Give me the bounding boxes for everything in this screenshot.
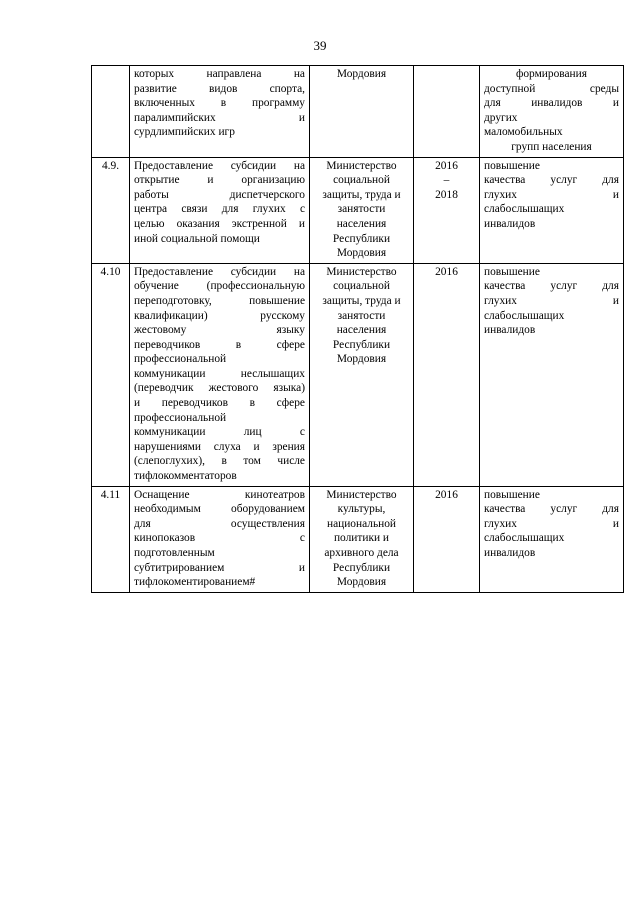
table-row — [92, 157, 624, 263]
cell-line: социальной — [333, 174, 390, 187]
cell-line: других — [484, 111, 518, 124]
cell-line: качества услуг для — [484, 280, 619, 293]
responsible-executor — [310, 263, 414, 486]
cell-line: защиты, труда и — [322, 188, 401, 201]
cell-line: центра связи для глухих с — [134, 203, 305, 216]
cell-line: Министерство — [326, 159, 397, 172]
cell-line: коммуникации неслышащих — [134, 367, 305, 380]
item-number — [92, 66, 130, 158]
expected-result — [480, 66, 624, 158]
cell-line: Республики — [332, 232, 391, 245]
table-row — [92, 66, 624, 158]
cell-line: Предоставление субсидии на — [134, 265, 305, 278]
measure-description — [130, 486, 310, 592]
cell-line: профессиональной — [134, 353, 227, 366]
cell-line: инвалидов — [484, 547, 536, 559]
cell-line: обучение (профессиональную — [134, 280, 305, 293]
cell-line: защиты, труда и — [322, 294, 401, 307]
cell-line: открытие и организацию — [134, 174, 305, 187]
cell-line: политики и — [333, 532, 390, 545]
item-number: 4.11 — [92, 486, 130, 592]
table-row — [92, 263, 624, 486]
cell-line: для инвалидов и — [484, 97, 619, 110]
cell-line: глухих и — [484, 294, 619, 307]
item-number: 4.9. — [92, 157, 130, 263]
cell-line: Мордовия — [336, 353, 387, 366]
cell-line: иной социальной помощи — [134, 232, 260, 245]
item-number: 4.10 — [92, 263, 130, 486]
cell-line: слабослышащих — [484, 532, 565, 545]
expected-result — [480, 486, 624, 592]
cell-line: Мордовия — [336, 247, 387, 260]
cell-line: жестовому языку — [134, 324, 305, 337]
cell-line: Министерство — [326, 488, 397, 501]
cell-line: архивного дела — [324, 547, 399, 559]
cell-line: качества услуг для — [484, 503, 619, 516]
cell-line: культуры, — [337, 503, 386, 516]
cell-line: населения — [336, 217, 387, 230]
measures-table — [91, 65, 624, 593]
cell-line: квалификации) русскому — [134, 309, 305, 322]
cell-line: паралимпийских и — [134, 111, 305, 124]
cell-line: национальной — [326, 517, 397, 530]
cell-line: групп населения — [511, 140, 592, 153]
cell-line: переводчиков в сфере — [134, 338, 305, 351]
cell-line: Оснащение кинотеатров — [134, 488, 305, 501]
cell-line: Мордовия — [336, 68, 387, 80]
cell-line: сурдлимпийских игр — [134, 126, 235, 139]
cell-line: населения — [336, 324, 387, 337]
cell-line: инвалидов — [484, 217, 536, 230]
cell-line: 2018 — [435, 188, 458, 201]
cell-line: коммуникации лиц с — [134, 426, 305, 439]
cell-line: слабослышащих — [484, 203, 565, 216]
cell-line: повышение — [484, 488, 540, 501]
cell-line: подготовленным — [134, 547, 215, 559]
cell-line: глухих и — [484, 517, 619, 530]
measure-description — [130, 66, 310, 158]
expected-result — [480, 263, 624, 486]
cell-line: Министерство — [326, 265, 397, 278]
table-row — [92, 486, 624, 592]
cell-line: 2016 — [435, 265, 458, 278]
cell-line: необходимым оборудованием — [134, 503, 305, 516]
responsible-executor — [310, 157, 414, 263]
expected-result — [480, 157, 624, 263]
cell-line: слабослышащих — [484, 309, 565, 322]
cell-line: социальной — [333, 280, 390, 293]
cell-line: профессиональной — [134, 411, 227, 424]
cell-line: Республики — [332, 338, 391, 351]
cell-line: тифлокомментаторов — [134, 470, 237, 483]
cell-line: включенных в программу — [134, 97, 305, 110]
cell-line: (слепоглухих), в том числе — [134, 455, 305, 468]
page-number: 39 — [313, 38, 327, 53]
cell-line: для осуществления — [134, 517, 305, 530]
responsible-executor — [310, 66, 414, 158]
cell-line: качества услуг для — [484, 174, 619, 187]
cell-line: 2016 — [435, 159, 458, 172]
cell-line: Предоставление субсидии на — [134, 159, 305, 172]
cell-line: развитие видов спорта, — [134, 82, 305, 95]
cell-line: повышение — [484, 159, 540, 172]
implementation-period — [414, 66, 480, 158]
cell-line: и переводчиков в сфере — [134, 397, 305, 410]
responsible-executor — [310, 486, 414, 592]
cell-line: повышение — [484, 265, 540, 278]
cell-line: доступной среды — [484, 82, 619, 95]
cell-line: глухих и — [484, 188, 619, 201]
cell-line: субтитрированием и — [134, 561, 305, 574]
cell-line: – — [443, 174, 450, 187]
cell-line: которых направлена на — [134, 68, 305, 80]
measure-description — [130, 157, 310, 263]
implementation-period — [414, 263, 480, 486]
cell-line: кинопоказов с — [134, 532, 305, 545]
cell-line: 2016 — [435, 488, 458, 501]
cell-line: переподготовку, повышение — [134, 294, 305, 307]
measure-description — [130, 263, 310, 486]
cell-line: (переводчик жестового языка) — [134, 382, 305, 395]
cell-line: Республики — [332, 561, 391, 574]
cell-line: инвалидов — [484, 324, 536, 337]
cell-line: формирования — [515, 68, 587, 80]
implementation-period — [414, 486, 480, 592]
cell-line: занятости — [337, 309, 386, 322]
cell-line: целью оказания экстренной и — [134, 217, 305, 230]
implementation-period — [414, 157, 480, 263]
cell-line: маломобильных — [484, 126, 563, 139]
cell-line: Мордовия — [336, 576, 387, 589]
cell-line: занятости — [337, 203, 386, 216]
cell-line: нарушениями слуха и зрения — [134, 440, 305, 453]
cell-line: тифлокоментированием# — [134, 576, 256, 589]
cell-line: работы диспетчерского — [134, 188, 305, 201]
